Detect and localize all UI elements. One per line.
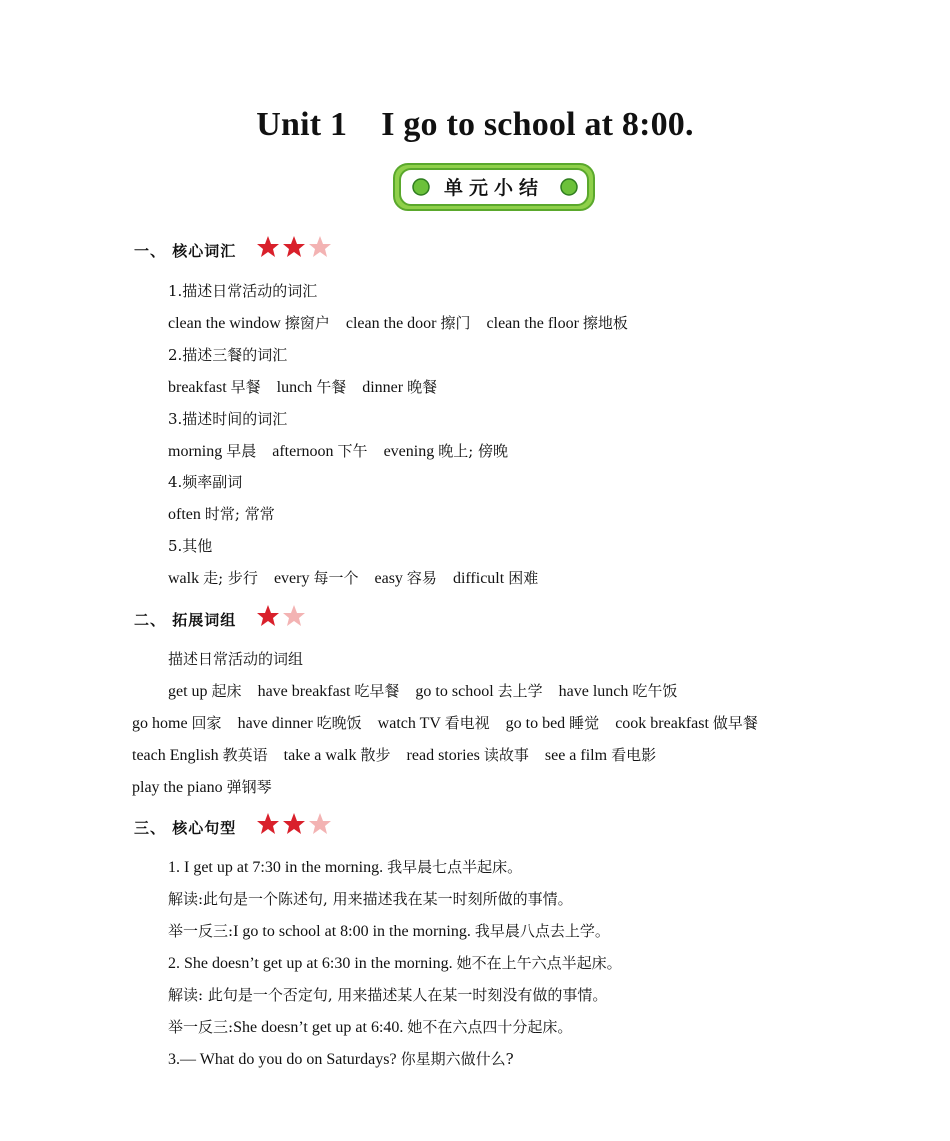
phrase-row-3: teach English 教英语 take a walk 散步 read stories 读故事 see a film 看电影: [132, 746, 657, 764]
vocab-line-3: morning 早晨 afternoon 下午 evening 晚上; 傍晚: [168, 442, 509, 460]
sentence-2: 2. She doesn’t get up at 6:30 in the morning. 她不在上午六点半起床。: [168, 954, 622, 972]
badge-label: 单元小结: [443, 177, 545, 199]
sentence-3: 3.— What do you do on Saturdays? 你星期六做什么?: [168, 1050, 514, 1068]
rating-stars-icon: [256, 235, 336, 261]
vocab-line-5: walk 走; 步行 every 每一个 easy 容易 difficult 困难: [168, 569, 539, 587]
title-text: I go to school at 8:00.: [381, 106, 694, 143]
phrases-intro: 描述日常活动的词组: [168, 650, 304, 668]
vocab-category-4: 4.频率副词: [168, 473, 243, 491]
phrase-row-4: play the piano 弹钢琴: [132, 778, 272, 796]
vocab-category-3: 3.描述时间的词汇: [168, 410, 288, 428]
sentence-1-example: 举一反三:I go to school at 8:00 in the morning. 我早晨八点去上学。: [168, 922, 610, 940]
rating-stars-icon: [256, 604, 312, 630]
phrase-row-1: get up 起床 have breakfast 吃早餐 go to school 去上学 have lunch 吃午饭: [168, 682, 678, 700]
sentence-1-note: 解读:此句是一个陈述句, 用来描述我在某一时刻所做的事情。: [168, 890, 573, 908]
vocab-line-1: clean the window 擦窗户 clean the door 擦门 clean the floor 擦地板: [168, 314, 628, 332]
vocab-category-5: 5.其他: [168, 537, 213, 555]
sentence-1: 1. I get up at 7:30 in the morning. 我早晨七点半起床。: [168, 858, 523, 876]
vocab-category-2: 2.描述三餐的词汇: [168, 346, 288, 364]
phrase-row-2: go home 回家 have dinner 吃晚饭 watch TV 看电视 go to bed 睡觉 cook breakfast 做早餐: [132, 714, 758, 732]
sentence-2-note: 解读: 此句是一个否定句, 用来描述某人在某一时刻没有做的事情。: [168, 986, 608, 1004]
badge-dot-left-icon: [413, 179, 429, 195]
rating-stars-icon: [256, 812, 336, 838]
section-heading-vocab: 一、 核心词汇: [134, 242, 237, 260]
section-heading-phrases: 二、 拓展词组: [134, 611, 237, 629]
vocab-category-1: 1.描述日常活动的词汇: [168, 282, 318, 300]
section-heading-sentences: 三、 核心句型: [134, 819, 237, 837]
title-unit: Unit 1: [256, 106, 348, 143]
vocab-line-2: breakfast 早餐 lunch 午餐 dinner 晚餐: [168, 378, 438, 396]
section-badge: [392, 162, 596, 212]
badge-dot-right-icon: [561, 179, 577, 195]
sentence-2-example: 举一反三:She doesn’t get up at 6:40. 她不在六点四十分起床。: [168, 1018, 573, 1036]
page-title: [0, 106, 950, 144]
vocab-line-4: often 时常; 常常: [168, 505, 275, 523]
